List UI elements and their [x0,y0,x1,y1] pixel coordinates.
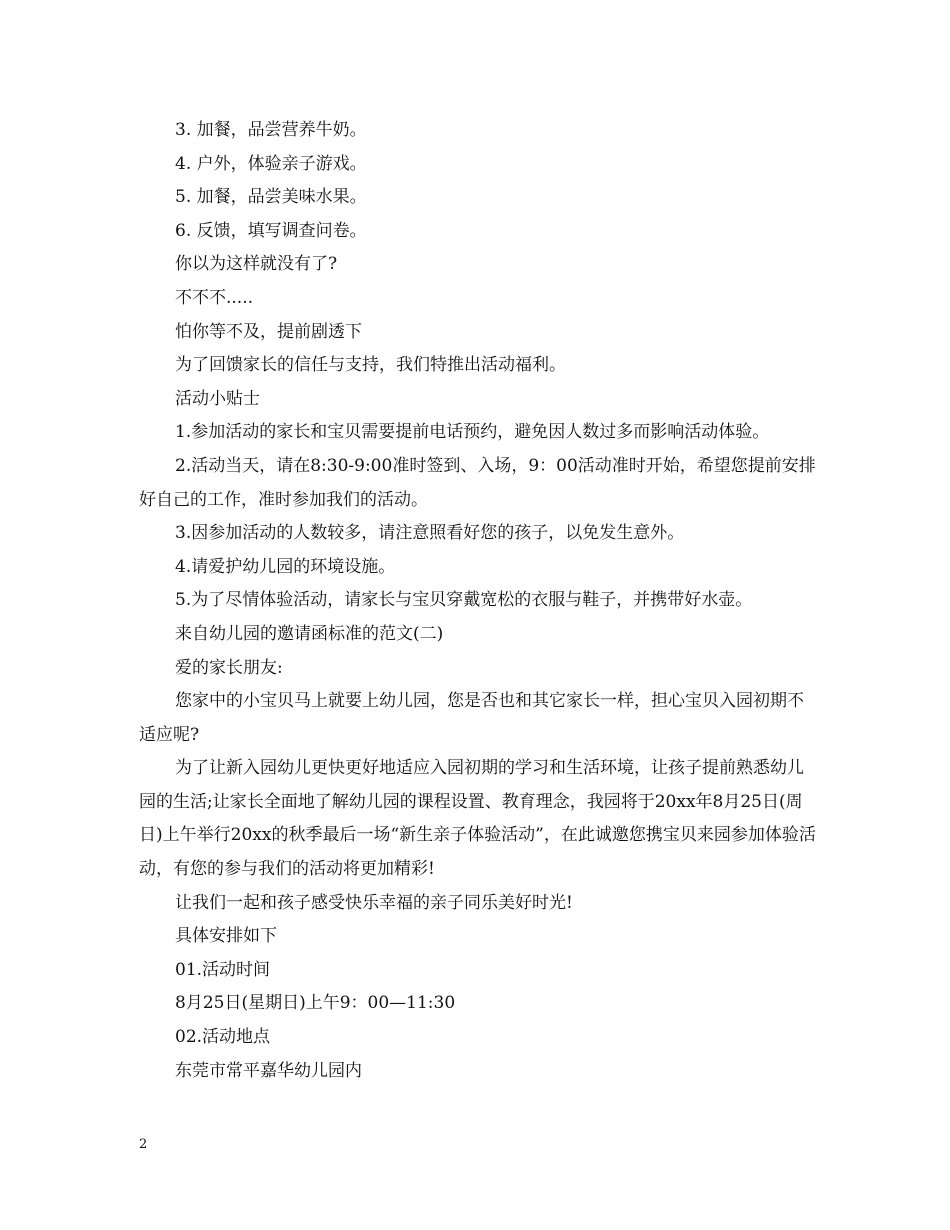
activity-location: 东莞市常平嘉华幼儿园内 [175,1060,362,1081]
paragraph: 怕你等不及，提前剧透下 [175,321,362,342]
tips-heading: 活动小贴士 [175,388,260,409]
document-body [139,114,819,1088]
section-title: 来自幼儿园的邀请函标准的范文(二) [175,623,444,644]
schedule-item-6: 6. 反馈，填写调查问卷。 [175,220,367,241]
activity-time-heading: 01.活动时间 [175,959,271,980]
schedule-item-4: 4. 户外，体验亲子游戏。 [175,153,367,174]
tip-item-3: 3.因参加活动的人数较多，请注意照看好您的孩子，以免发生意外。 [175,523,685,544]
salutation: 爱的家长朋友: [175,657,283,678]
activity-time: 8月25日(星期日)上午9：00—11:30 [175,993,456,1014]
paragraph: 你以为这样就没有了? [175,254,338,275]
paragraph: 您家中的小宝贝马上就要上幼儿园，您是否也和其它家长一样，担心宝贝入园初期不适应呢? [139,691,804,745]
tip-item-1: 1.参加活动的家长和宝贝需要提前电话预约，避免因人数过多而影响活动体验。 [175,422,770,443]
paragraph: 让我们一起和孩子感受快乐幸福的亲子同乐美好时光! [175,892,573,913]
paragraph: 不不不..... [175,287,254,308]
schedule-item-5: 5. 加餐，品尝美味水果。 [175,187,367,208]
tip-item-2: 2.活动当天，请在8:30-9:00准时签到、入场，9：00活动准时开始，希望您提前安排好自己的工作，准时参加我们的活动。 [139,455,816,510]
tip-item-5: 5.为了尽情体验活动，请家长与宝贝穿戴宽松的衣服与鞋子，并携带好水壶。 [175,590,753,611]
paragraph: 为了让新入园幼儿更快更好地适应入园初期的学习和生活环境，让孩子提前熟悉幼儿园的生活;让家长全面地了解幼儿园的课程设置、教育理念，我园将于20xx年8月25日(周日)上午举行20xx的秋季最后一场“新生亲子体验活动”，在此诚邀您携宝贝来园参加体验活动，有您的参与我们的活动将更加精彩! [139,758,816,880]
arrangement-heading: 具体安排如下 [175,926,277,947]
page-number: 2 [139,1137,148,1152]
activity-location-heading: 02.活动地点 [175,1027,271,1048]
tip-item-4: 4.请爱护幼儿园的环境设施。 [175,556,396,577]
schedule-item-3: 3. 加餐，品尝营养牛奶。 [175,120,367,140]
paragraph: 为了回馈家长的信任与支持，我们特推出活动福利。 [175,355,566,376]
